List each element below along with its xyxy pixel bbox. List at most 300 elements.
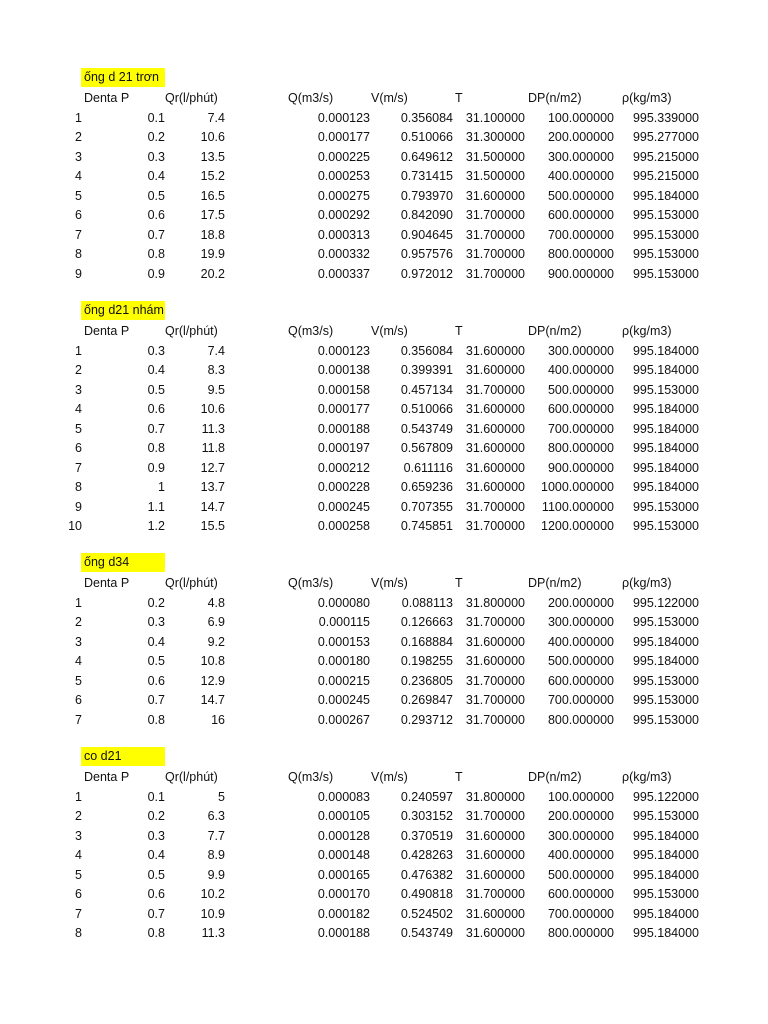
- cell-index: 4: [75, 169, 82, 183]
- header-v: V(m/s): [371, 576, 408, 590]
- cell-rho: 995.153000: [632, 382, 699, 397]
- header-t: T: [455, 770, 463, 784]
- cell-rho: 995.184000: [632, 480, 699, 494]
- cell-denta-p: 0.5: [147, 188, 165, 203]
- cell-qr: 8.3: [207, 363, 225, 377]
- cell-index: 8: [75, 480, 82, 494]
- cell-t: 31.600000: [465, 421, 525, 436]
- cell-index: 8: [75, 247, 82, 261]
- cell-index: 9: [75, 499, 82, 514]
- cell-q: 0.000245: [317, 693, 370, 707]
- table-row: [0, 827, 768, 847]
- section-title: ống d21 nhám: [81, 301, 165, 320]
- cell-v: 0.168884: [400, 634, 453, 649]
- header-q: Q(m3/s): [288, 576, 334, 590]
- cell-index: 10: [68, 519, 82, 533]
- cell-qr: 11.3: [201, 421, 225, 436]
- cell-q: 0.000170: [317, 887, 370, 901]
- section-title: ống d34: [81, 553, 165, 572]
- cell-rho: 995.184000: [632, 363, 699, 377]
- cell-v: 0.510066: [400, 402, 453, 416]
- section-title: ống d 21 trơn: [81, 68, 165, 87]
- cell-denta-p: 0.8: [147, 441, 165, 455]
- cell-dp: 900.000000: [547, 460, 614, 475]
- section-title: co d21: [81, 747, 165, 766]
- cell-t: 31.600000: [465, 828, 525, 843]
- header-q: Q(m3/s): [288, 770, 334, 784]
- cell-dp: 200.000000: [547, 595, 614, 610]
- table-row: [0, 245, 768, 265]
- cell-v: 0.370519: [400, 828, 453, 843]
- cell-index: 1: [75, 343, 82, 358]
- cell-qr: 7.7: [207, 828, 225, 843]
- cell-dp: 300.000000: [547, 149, 614, 164]
- cell-denta-p: 0.1: [147, 789, 165, 804]
- cell-denta-p: 0.1: [147, 110, 165, 125]
- cell-dp: 300.000000: [547, 615, 614, 629]
- cell-q: 0.000105: [317, 809, 370, 823]
- cell-q: 0.000267: [317, 712, 370, 727]
- header-rho: ρ(kg/m3): [622, 91, 672, 105]
- cell-q: 0.000177: [317, 402, 370, 416]
- cell-rho: 995.153000: [632, 266, 699, 281]
- cell-denta-p: 0.4: [147, 363, 165, 377]
- cell-t: 31.700000: [465, 693, 525, 707]
- cell-dp: 1000.000000: [541, 480, 614, 494]
- cell-v: 0.707355: [400, 499, 453, 514]
- cell-index: 7: [75, 460, 82, 475]
- cell-rho: 995.184000: [632, 654, 699, 668]
- cell-q: 0.000225: [317, 149, 370, 164]
- cell-denta-p: 0.6: [147, 887, 165, 901]
- cell-index: 8: [75, 926, 82, 940]
- header-row: [0, 322, 768, 342]
- cell-q: 0.000215: [317, 673, 370, 688]
- cell-qr: 16.5: [200, 188, 225, 203]
- cell-denta-p: 0.6: [147, 208, 165, 222]
- cell-dp: 500.000000: [547, 867, 614, 882]
- table-row: [0, 400, 768, 420]
- cell-t: 31.700000: [465, 208, 525, 222]
- cell-rho: 995.184000: [632, 441, 699, 455]
- cell-v: 0.731415: [400, 169, 453, 183]
- cell-denta-p: 0.7: [147, 421, 165, 436]
- cell-dp: 500.000000: [547, 654, 614, 668]
- cell-index: 3: [75, 149, 82, 164]
- cell-t: 31.100000: [465, 110, 525, 125]
- table-row: [0, 187, 768, 207]
- cell-qr: 6.9: [207, 615, 225, 629]
- table-row: [0, 885, 768, 905]
- cell-v: 0.428263: [400, 848, 453, 862]
- table-row: [0, 167, 768, 187]
- cell-index: 9: [75, 266, 82, 281]
- cell-denta-p: 0.3: [147, 615, 165, 629]
- cell-dp: 700.000000: [547, 421, 614, 436]
- cell-qr: 12.7: [200, 460, 225, 475]
- cell-t: 31.600000: [465, 926, 525, 940]
- cell-denta-p: 0.8: [147, 712, 165, 727]
- cell-t: 31.700000: [465, 519, 525, 533]
- cell-denta-p: 0.8: [147, 247, 165, 261]
- cell-qr: 9.5: [207, 382, 225, 397]
- cell-qr: 15.2: [200, 169, 225, 183]
- cell-dp: 800.000000: [547, 712, 614, 727]
- cell-dp: 400.000000: [547, 363, 614, 377]
- cell-dp: 400.000000: [547, 634, 614, 649]
- cell-qr: 8.9: [207, 848, 225, 862]
- cell-q: 0.000337: [317, 266, 370, 281]
- cell-rho: 995.184000: [632, 634, 699, 649]
- cell-v: 0.659236: [400, 480, 453, 494]
- cell-qr: 10.6: [200, 130, 225, 144]
- cell-t: 31.300000: [465, 130, 525, 144]
- cell-index: 5: [75, 188, 82, 203]
- cell-index: 2: [75, 809, 82, 823]
- cell-denta-p: 0.7: [147, 227, 165, 242]
- table-row: [0, 478, 768, 498]
- cell-qr: 19.9: [200, 247, 225, 261]
- header-t: T: [455, 324, 463, 338]
- table-row: [0, 226, 768, 246]
- cell-index: 6: [75, 887, 82, 901]
- table-row: [0, 866, 768, 886]
- cell-qr: 17.5: [200, 208, 225, 222]
- cell-q: 0.000182: [317, 906, 370, 921]
- cell-rho: 995.215000: [632, 149, 699, 164]
- cell-index: 4: [75, 848, 82, 862]
- table-row: [0, 924, 768, 944]
- cell-qr: 11.3: [201, 926, 225, 940]
- header-v: V(m/s): [371, 324, 408, 338]
- cell-q: 0.000180: [317, 654, 370, 668]
- cell-denta-p: 0.4: [147, 169, 165, 183]
- cell-index: 5: [75, 673, 82, 688]
- cell-dp: 800.000000: [547, 247, 614, 261]
- cell-denta-p: 0.5: [147, 382, 165, 397]
- cell-t: 31.600000: [465, 343, 525, 358]
- table-row: [0, 420, 768, 440]
- cell-q: 0.000188: [317, 421, 370, 436]
- cell-v: 0.457134: [400, 382, 453, 397]
- cell-denta-p: 0.2: [147, 809, 165, 823]
- cell-qr: 20.2: [200, 266, 225, 281]
- cell-t: 31.600000: [465, 906, 525, 921]
- cell-qr: 4.8: [207, 595, 225, 610]
- cell-t: 31.600000: [465, 402, 525, 416]
- cell-index: 6: [75, 441, 82, 455]
- cell-v: 0.543749: [400, 926, 453, 940]
- cell-t: 31.600000: [465, 848, 525, 862]
- cell-qr: 5: [218, 789, 225, 804]
- cell-t: 31.600000: [465, 634, 525, 649]
- cell-dp: 400.000000: [547, 848, 614, 862]
- table-row: [0, 498, 768, 518]
- cell-denta-p: 0.3: [147, 149, 165, 164]
- cell-q: 0.000292: [317, 208, 370, 222]
- table-row: [0, 633, 768, 653]
- cell-rho: 995.184000: [632, 926, 699, 940]
- cell-t: 31.800000: [465, 789, 525, 804]
- table-row: [0, 691, 768, 711]
- cell-qr: 10.6: [200, 402, 225, 416]
- cell-qr: 10.2: [200, 887, 225, 901]
- cell-v: 0.524502: [400, 906, 453, 921]
- cell-dp: 200.000000: [547, 809, 614, 823]
- cell-dp: 700.000000: [547, 227, 614, 242]
- cell-rho: 995.153000: [632, 499, 699, 514]
- header-rho: ρ(kg/m3): [622, 324, 672, 338]
- cell-rho: 995.153000: [632, 887, 699, 901]
- cell-dp: 500.000000: [547, 382, 614, 397]
- table-row: [0, 206, 768, 226]
- header-rho: ρ(kg/m3): [622, 576, 672, 590]
- cell-rho: 995.153000: [632, 208, 699, 222]
- cell-index: 5: [75, 421, 82, 436]
- cell-q: 0.000123: [317, 343, 370, 358]
- cell-t: 31.500000: [465, 149, 525, 164]
- table-row: [0, 148, 768, 168]
- cell-q: 0.000158: [317, 382, 370, 397]
- cell-rho: 995.184000: [632, 188, 699, 203]
- cell-v: 0.303152: [400, 809, 453, 823]
- cell-v: 0.476382: [400, 867, 453, 882]
- header-rho: ρ(kg/m3): [622, 770, 672, 784]
- header-t: T: [455, 91, 463, 105]
- cell-denta-p: 0.4: [147, 634, 165, 649]
- cell-q: 0.000083: [317, 789, 370, 804]
- table-row: [0, 846, 768, 866]
- cell-dp: 600.000000: [547, 887, 614, 901]
- cell-rho: 995.215000: [632, 169, 699, 183]
- cell-rho: 995.277000: [632, 130, 699, 144]
- cell-dp: 900.000000: [547, 266, 614, 281]
- cell-t: 31.600000: [465, 480, 525, 494]
- header-dp: DP(n/m2): [528, 770, 582, 784]
- header-qr: Qr(l/phút): [165, 324, 218, 338]
- cell-denta-p: 0.6: [147, 402, 165, 416]
- cell-t: 31.700000: [465, 615, 525, 629]
- cell-v: 0.198255: [400, 654, 453, 668]
- cell-denta-p: 0.9: [147, 460, 165, 475]
- cell-q: 0.000313: [317, 227, 370, 242]
- header-dp: DP(n/m2): [528, 576, 582, 590]
- cell-denta-p: 0.2: [147, 130, 165, 144]
- cell-dp: 1100.000000: [541, 499, 614, 514]
- header-dp: DP(n/m2): [528, 91, 582, 105]
- cell-v: 0.399391: [400, 363, 453, 377]
- cell-qr: 6.3: [207, 809, 225, 823]
- cell-dp: 700.000000: [547, 693, 614, 707]
- cell-v: 0.510066: [400, 130, 453, 144]
- header-row: [0, 89, 768, 109]
- cell-v: 0.490818: [400, 887, 453, 901]
- cell-v: 0.793970: [400, 188, 453, 203]
- table-row: [0, 517, 768, 537]
- cell-qr: 15.5: [200, 519, 225, 533]
- header-row: [0, 768, 768, 788]
- cell-denta-p: 0.5: [147, 654, 165, 668]
- cell-index: 3: [75, 634, 82, 649]
- cell-denta-p: 0.7: [147, 906, 165, 921]
- cell-q: 0.000245: [317, 499, 370, 514]
- table-row: [0, 711, 768, 731]
- header-t: T: [455, 576, 463, 590]
- cell-dp: 300.000000: [547, 343, 614, 358]
- cell-index: 7: [75, 712, 82, 727]
- cell-dp: 300.000000: [547, 828, 614, 843]
- cell-rho: 995.153000: [632, 809, 699, 823]
- table-row: [0, 594, 768, 614]
- cell-denta-p: 0.7: [147, 693, 165, 707]
- cell-dp: 200.000000: [547, 130, 614, 144]
- cell-denta-p: 0.2: [147, 595, 165, 610]
- header-row: [0, 574, 768, 594]
- cell-index: 6: [75, 693, 82, 707]
- table-row: [0, 265, 768, 285]
- cell-q: 0.000177: [317, 130, 370, 144]
- cell-index: 2: [75, 130, 82, 144]
- cell-dp: 700.000000: [547, 906, 614, 921]
- cell-v: 0.543749: [400, 421, 453, 436]
- cell-rho: 995.153000: [632, 615, 699, 629]
- cell-t: 31.600000: [465, 460, 525, 475]
- cell-dp: 600.000000: [547, 402, 614, 416]
- cell-t: 31.600000: [465, 654, 525, 668]
- cell-denta-p: 0.6: [147, 673, 165, 688]
- cell-v: 0.649612: [400, 149, 453, 164]
- header-qr: Qr(l/phút): [165, 770, 218, 784]
- cell-t: 31.600000: [465, 188, 525, 203]
- cell-index: 1: [75, 110, 82, 125]
- header-v: V(m/s): [371, 770, 408, 784]
- cell-v: 0.611116: [403, 460, 453, 475]
- cell-rho: 995.153000: [632, 712, 699, 727]
- cell-index: 5: [75, 867, 82, 882]
- cell-dp: 800.000000: [547, 441, 614, 455]
- cell-denta-p: 0.9: [147, 266, 165, 281]
- cell-index: 3: [75, 382, 82, 397]
- cell-v: 0.236805: [400, 673, 453, 688]
- cell-v: 0.269847: [400, 693, 453, 707]
- cell-q: 0.000080: [317, 595, 370, 610]
- cell-denta-p: 1: [158, 480, 165, 494]
- cell-dp: 400.000000: [547, 169, 614, 183]
- cell-denta-p: 0.4: [147, 848, 165, 862]
- table-row: [0, 788, 768, 808]
- cell-index: 7: [75, 227, 82, 242]
- table-row: [0, 459, 768, 479]
- table-row: [0, 342, 768, 362]
- cell-q: 0.000153: [317, 634, 370, 649]
- header-denta-p: Denta P: [84, 576, 130, 590]
- cell-t: 31.700000: [465, 499, 525, 514]
- cell-t: 31.700000: [465, 887, 525, 901]
- cell-t: 31.600000: [465, 363, 525, 377]
- cell-rho: 995.153000: [632, 519, 699, 533]
- cell-q: 0.000212: [317, 460, 370, 475]
- header-q: Q(m3/s): [288, 324, 334, 338]
- cell-rho: 995.184000: [632, 828, 699, 843]
- cell-q: 0.000165: [317, 867, 370, 882]
- cell-qr: 12.9: [200, 673, 225, 688]
- cell-dp: 1200.000000: [541, 519, 614, 533]
- cell-qr: 18.8: [200, 227, 225, 242]
- cell-v: 0.957576: [400, 247, 453, 261]
- cell-t: 31.800000: [465, 595, 525, 610]
- cell-t: 31.700000: [465, 247, 525, 261]
- cell-dp: 100.000000: [547, 789, 614, 804]
- cell-q: 0.000138: [317, 363, 370, 377]
- cell-qr: 10.8: [200, 654, 225, 668]
- cell-t: 31.600000: [465, 867, 525, 882]
- cell-q: 0.000275: [317, 188, 370, 203]
- cell-denta-p: 0.5: [147, 867, 165, 882]
- cell-q: 0.000197: [317, 441, 370, 455]
- cell-q: 0.000128: [317, 828, 370, 843]
- cell-t: 31.700000: [465, 673, 525, 688]
- cell-rho: 995.184000: [632, 460, 699, 475]
- cell-dp: 600.000000: [547, 208, 614, 222]
- cell-index: 1: [75, 595, 82, 610]
- cell-rho: 995.184000: [632, 848, 699, 862]
- cell-v: 0.745851: [400, 519, 453, 533]
- cell-rho: 995.184000: [632, 402, 699, 416]
- cell-dp: 800.000000: [547, 926, 614, 940]
- cell-t: 31.500000: [465, 169, 525, 183]
- cell-dp: 100.000000: [547, 110, 614, 125]
- cell-q: 0.000115: [318, 615, 370, 629]
- cell-t: 31.700000: [465, 266, 525, 281]
- cell-qr: 14.7: [200, 499, 225, 514]
- table-row: [0, 807, 768, 827]
- table-row: [0, 613, 768, 633]
- cell-rho: 995.153000: [632, 247, 699, 261]
- cell-rho: 995.184000: [632, 867, 699, 882]
- header-v: V(m/s): [371, 91, 408, 105]
- cell-index: 2: [75, 363, 82, 377]
- cell-qr: 9.9: [207, 867, 225, 882]
- cell-v: 0.567809: [400, 441, 453, 455]
- cell-denta-p: 0.3: [147, 343, 165, 358]
- cell-t: 31.700000: [465, 712, 525, 727]
- cell-rho: 995.122000: [632, 595, 699, 610]
- cell-qr: 11.8: [201, 441, 225, 455]
- cell-qr: 13.7: [200, 480, 225, 494]
- cell-t: 31.700000: [465, 809, 525, 823]
- cell-v: 0.972012: [400, 266, 453, 281]
- cell-qr: 16: [211, 712, 225, 727]
- table-row: [0, 128, 768, 148]
- header-denta-p: Denta P: [84, 91, 130, 105]
- cell-denta-p: 1.1: [147, 499, 165, 514]
- cell-qr: 7.4: [207, 343, 225, 358]
- header-denta-p: Denta P: [84, 770, 130, 784]
- cell-rho: 995.153000: [632, 673, 699, 688]
- cell-qr: 9.2: [207, 634, 225, 649]
- header-qr: Qr(l/phút): [165, 91, 218, 105]
- cell-index: 4: [75, 654, 82, 668]
- cell-t: 31.700000: [465, 227, 525, 242]
- cell-q: 0.000228: [317, 480, 370, 494]
- cell-rho: 995.184000: [632, 343, 699, 358]
- cell-rho: 995.122000: [632, 789, 699, 804]
- cell-index: 4: [75, 402, 82, 416]
- cell-index: 2: [75, 615, 82, 629]
- cell-v: 0.293712: [400, 712, 453, 727]
- cell-qr: 7.4: [207, 110, 225, 125]
- cell-q: 0.000253: [317, 169, 370, 183]
